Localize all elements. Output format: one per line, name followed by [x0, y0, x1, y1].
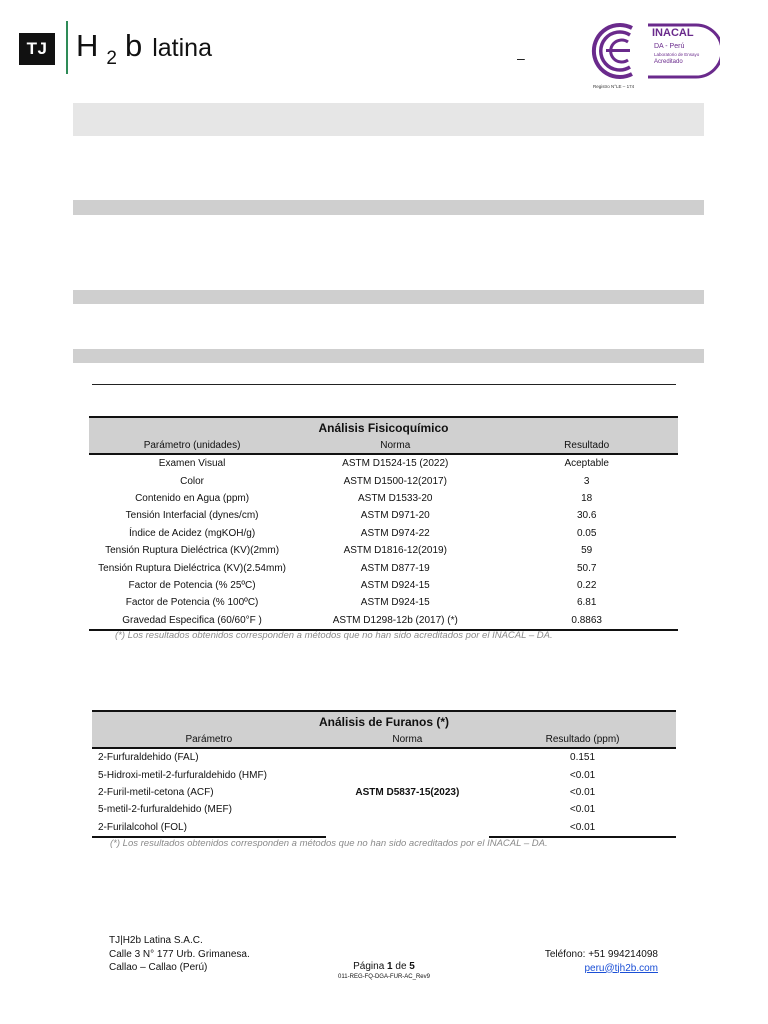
inacal-logo-icon — [568, 22, 720, 80]
cell-resultado: 0.151 — [570, 752, 596, 764]
cell-resultado: <0.01 — [569, 804, 596, 816]
furanos-title: Análisis de Furanos (*) — [92, 711, 676, 731]
cell-resultado: 30.6 — [576, 510, 597, 522]
section-divider — [92, 384, 676, 385]
brand-logo — [76, 28, 212, 69]
col-header-resultado: Resultado — [495, 437, 678, 454]
cell-parametro: Índice de Acidez (mgKOH/g) — [128, 527, 256, 539]
fisicoquimico-table — [89, 416, 678, 631]
table-row — [89, 612, 678, 630]
inacal-seal — [568, 22, 720, 94]
cell-resultado: <0.01 — [489, 819, 676, 837]
brand-b: b — [124, 28, 143, 63]
table-row — [92, 748, 676, 766]
brand-latina: latina — [152, 34, 212, 62]
inacal-line2: Laboratorio de Ensayo — [654, 52, 700, 57]
cell-parametro: Examen Visual — [158, 458, 226, 470]
cell-parametro: 2-Furil-metil-cetona (ACF) — [98, 786, 214, 798]
cell-resultado: 0.22 — [576, 579, 597, 591]
table-row — [89, 577, 678, 594]
cell-parametro: 5-metil-2-furfuraldehido (MEF) — [98, 804, 232, 816]
cell-parametro: 5-Hidroxi-metil-2-furfuraldehido (HMF) — [98, 769, 267, 781]
cell-norma: ASTM D974-22 — [360, 527, 430, 539]
page-prefix: Página — [353, 961, 388, 972]
footer-email-link[interactable]: peru@tjh2b.com — [584, 962, 658, 974]
cell-norma: ASTM D1500-12(2017) — [343, 475, 447, 487]
table-row — [89, 525, 678, 542]
table-row — [89, 490, 678, 507]
cell-parametro: Factor de Potencia (% 100ºC) — [125, 597, 259, 609]
footer-address-line1: Calle 3 N° 177 Urb. Grimanesa. — [109, 948, 250, 960]
inacal-line1: DA - Perú — [654, 43, 685, 50]
cell-norma: ASTM D877-19 — [360, 562, 430, 574]
cell-parametro: Factor de Potencia (% 25ºC) — [128, 579, 256, 591]
fisicoquimico-note: (*) Los resultados obtenidos corresponden a métodos que no han sido acreditados por el INACAL – DA. — [115, 630, 553, 641]
page-mid: de — [392, 961, 410, 972]
cell-parametro: Tensión Interfacial (dynes/cm) — [125, 510, 259, 522]
footer-contact — [468, 948, 658, 975]
footer-phone: Teléfono: +51 994214098 — [544, 949, 658, 960]
table-row — [89, 559, 678, 576]
cell-resultado: 18 — [581, 492, 593, 504]
inacal-name: INACAL — [652, 27, 694, 39]
cell-resultado: <0.01 — [569, 786, 596, 798]
cell-parametro: Gravedad Especifica (60/60°F ) — [89, 612, 295, 630]
cell-norma: ASTM D5837-15(2023) — [355, 787, 460, 799]
cell-parametro: Contenido en Agua (ppm) — [135, 492, 250, 504]
tj-logo: TJ — [19, 33, 55, 65]
footer-company: TJ|H2b Latina S.A.C. — [109, 935, 203, 946]
table-row — [89, 542, 678, 559]
page-current: 1 — [387, 961, 393, 972]
page-total: 5 — [409, 961, 415, 972]
cell-norma: ASTM D1816-12(2019) — [343, 545, 447, 557]
col-header-norma: Norma — [326, 731, 490, 748]
cell-parametro: Tensión Ruptura Dieléctrica (KV)(2.54mm) — [98, 562, 286, 574]
cell-parametro: Tensión Ruptura Dieléctrica (KV)(2mm) — [105, 545, 280, 557]
col-header-norma: Norma — [295, 437, 495, 454]
cell-norma: ASTM D1298-12b (2017) (*) — [295, 612, 495, 630]
col-header-parametro: Parámetro — [92, 731, 326, 748]
cell-resultado: 6.81 — [576, 597, 597, 609]
info-block-1 — [73, 103, 704, 136]
table-row — [89, 594, 678, 611]
table-row — [89, 454, 678, 472]
cell-norma: ASTM D924-15 — [360, 579, 430, 591]
info-block-2 — [73, 200, 704, 215]
cell-norma: ASTM D1533-20 — [358, 492, 433, 504]
cell-resultado: Aceptable — [564, 458, 609, 470]
furanos-note: (*) Los resultados obtenidos corresponden a métodos que no han sido acreditados por el INACAL – DA. — [110, 838, 548, 849]
cell-parametro: 2-Furfuraldehido (FAL) — [98, 752, 199, 764]
cell-resultado: 0.05 — [576, 527, 597, 539]
inacal-registro: Registro N°LE – 174 — [593, 84, 635, 89]
cell-resultado: <0.01 — [569, 769, 596, 781]
col-header-resultado: Resultado (ppm) — [489, 731, 676, 748]
page-number — [334, 961, 434, 972]
brand-2: 2 — [106, 48, 117, 69]
cell-resultado: 59 — [581, 545, 593, 557]
footer-address — [109, 934, 250, 975]
logo-divider — [66, 21, 68, 74]
header-dash: – — [517, 50, 525, 66]
inacal-line3: Acreditado — [654, 59, 683, 65]
cell-norma: ASTM D924-15 — [360, 597, 430, 609]
document-code: 011-REG-FQ-DGA-FUR-AC_Rev9 — [338, 974, 430, 980]
cell-resultado: 0.8863 — [495, 612, 678, 630]
table-row — [89, 507, 678, 524]
col-header-parametro: Parámetro (unidades) — [89, 437, 295, 454]
info-block-3 — [73, 290, 704, 304]
cell-parametro: Color — [180, 475, 205, 487]
cell-resultado: 50.7 — [576, 562, 597, 574]
furanos-table — [92, 710, 676, 838]
info-block-4 — [73, 349, 704, 363]
table-row — [89, 472, 678, 489]
brand-h: H — [76, 28, 99, 63]
cell-norma: ASTM D1524-15 (2022) — [342, 458, 449, 470]
footer-address-line2: Callao – Callao (Perú) — [109, 962, 208, 973]
cell-norma: ASTM D971-20 — [360, 510, 430, 522]
cell-parametro: 2-Furilalcohol (FOL) — [92, 819, 326, 837]
cell-resultado: 3 — [583, 475, 590, 487]
fisicoquimico-title: Análisis Fisicoquímico — [89, 417, 678, 437]
